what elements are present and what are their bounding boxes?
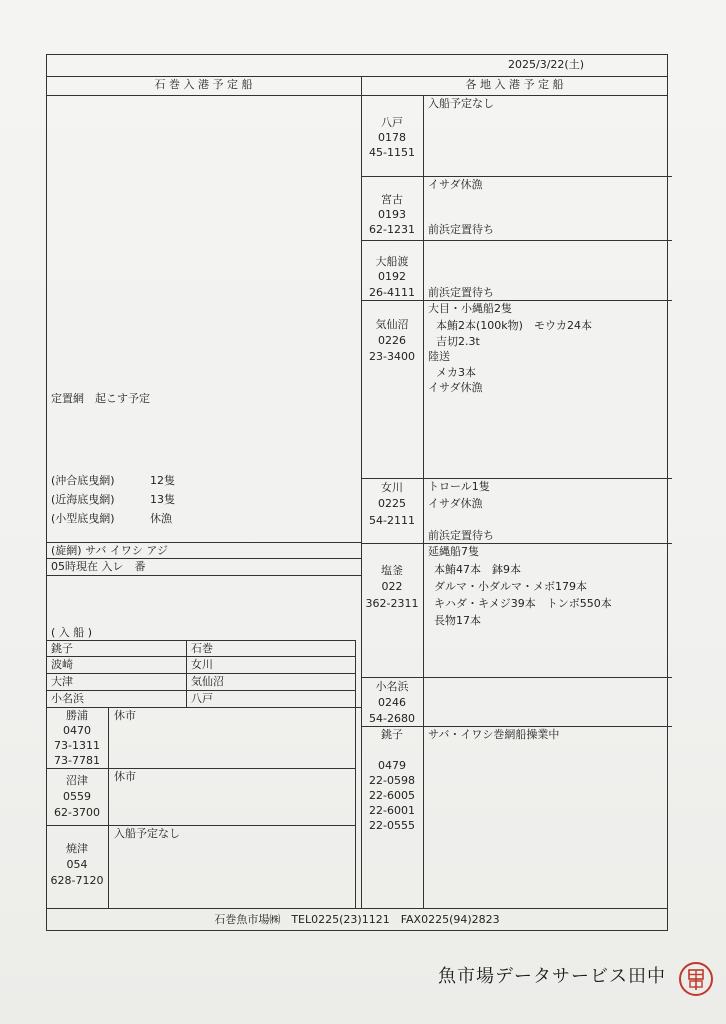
trawl-label: (近海底曳網): [51, 493, 115, 506]
port-note: ダルマ・小ダルマ・メボ179本: [434, 580, 587, 593]
row-divider: [361, 478, 672, 479]
row-divider: [46, 690, 356, 691]
frame-bottom: [46, 930, 668, 931]
market-contact: 石巻魚市場㈱ TEL0225(23)1121 FAX0225(94)2823: [214, 913, 500, 926]
trawl-label: (沖合底曳網): [51, 474, 115, 487]
port-phone: 73-1311: [54, 739, 100, 752]
nyusen-left: 大津: [51, 675, 73, 688]
footer-divider: [46, 908, 668, 909]
port-note: 休市: [114, 770, 136, 783]
header-divider: [46, 76, 668, 77]
col-divider: [423, 95, 424, 908]
port-note: イサダ休漁: [428, 381, 483, 394]
port-phone: 22-6001: [369, 804, 415, 817]
port-phone: 54-2111: [369, 514, 415, 527]
port-note: 前浜定置待ち: [428, 286, 494, 299]
nyusen-right: 八戸: [191, 692, 213, 705]
row-divider: [361, 726, 672, 727]
trawl-value: 休漁: [150, 512, 172, 525]
row-divider: [361, 176, 672, 177]
row-divider: [361, 677, 672, 678]
port-phone: 23-3400: [369, 350, 415, 363]
port-name: 塩釜: [381, 564, 403, 577]
port-note: イサダ休漁: [428, 497, 483, 510]
row-divider: [46, 825, 356, 826]
frame-top: [46, 54, 668, 55]
port-note: 延縄船7隻: [428, 545, 479, 558]
nyusen-left: 小名浜: [51, 692, 84, 705]
port-phone: 628-7120: [50, 874, 104, 887]
port-phone: 0192: [378, 270, 406, 283]
hanko-stamp: [679, 962, 713, 996]
port-phone: 62-1231: [369, 223, 415, 236]
row-divider: [46, 673, 356, 674]
port-name: 八戸: [381, 116, 403, 129]
port-phone: 0225: [378, 497, 406, 510]
port-note: 本鮪2本(100k物) モウカ24本: [436, 319, 592, 332]
trawl-value: 12隻: [150, 474, 175, 487]
port-name: 沼津: [66, 774, 88, 787]
row-divider: [361, 240, 672, 241]
port-phone: 73-7781: [54, 754, 100, 767]
row-divider: [361, 300, 672, 301]
port-phone: 62-3700: [54, 806, 100, 819]
port-note: 大目・小縄船2隻: [428, 302, 512, 315]
nyusen-right: 気仙沼: [191, 675, 224, 688]
row-divider: [46, 707, 361, 708]
port-phone: 0193: [378, 208, 406, 221]
port-name: 小名浜: [375, 680, 409, 693]
title-divider: [46, 95, 668, 96]
teichi-note: 定置網 起こす予定: [51, 392, 150, 405]
port-note: 前浜定置待ち: [428, 529, 494, 542]
nyusen-right: 女川: [191, 658, 213, 671]
port-name: 焼津: [66, 842, 88, 855]
col-divider: [186, 640, 187, 707]
port-note: サバ・イワシ巻網船操業中: [428, 728, 560, 741]
port-note: 入船予定なし: [114, 827, 180, 840]
port-name: 勝浦: [66, 709, 88, 722]
row-divider: [46, 640, 356, 641]
nyusen-right: 石巻: [191, 642, 213, 655]
trawl-label: (小型底曳網): [51, 512, 115, 525]
port-phone: 362-2311: [365, 597, 419, 610]
port-note: イサダ休漁: [428, 178, 483, 191]
nyusen-left: 波崎: [51, 658, 73, 671]
col-divider: [355, 640, 356, 908]
port-note: 入船予定なし: [428, 97, 494, 110]
port-note: 前浜定置待ち: [428, 223, 494, 236]
port-note: キハダ・キメジ39本 トンボ550本: [434, 597, 612, 610]
port-note: 吉切2.3t: [436, 335, 480, 348]
senmo-label: (旋網) サバ イワシ アジ: [51, 544, 168, 557]
port-note: 休市: [114, 709, 136, 722]
port-phone: 054: [66, 858, 88, 871]
port-name: 女川: [381, 481, 403, 494]
port-phone: 26-4111: [369, 286, 415, 299]
port-phone: 0226: [378, 334, 406, 347]
port-phone: 0479: [378, 759, 406, 772]
row-divider: [46, 768, 356, 769]
nyusen-label: ( 入 船 ): [51, 626, 93, 639]
row-divider: [361, 543, 672, 544]
report-date: 2025/3/22(土): [508, 58, 584, 71]
port-note: 陸送: [428, 350, 450, 363]
port-phone: 54-2680: [369, 712, 415, 725]
port-phone: 22-6005: [369, 789, 415, 802]
port-phone: 0470: [63, 724, 91, 737]
port-note: トロール1隻: [428, 480, 490, 493]
port-name: 大船渡: [375, 255, 409, 268]
col-divider: [108, 707, 109, 908]
stamp-glyph-icon: [681, 964, 711, 994]
left-section-title: 石 巻 入 港 予 定 船: [154, 78, 253, 91]
port-phone: 45-1151: [369, 146, 415, 159]
port-name: 気仙沼: [375, 318, 409, 331]
port-name: 宮古: [381, 193, 403, 206]
frame-right: [667, 54, 668, 930]
row-divider: [46, 542, 361, 543]
row-divider: [46, 575, 361, 576]
time-status: 05時現在 入レ 番: [51, 560, 146, 573]
nyusen-left: 銚子: [51, 642, 73, 655]
signature: 魚市場データサービス田中: [438, 966, 666, 987]
row-divider: [46, 656, 356, 657]
port-phone: 0178: [378, 131, 406, 144]
row-divider: [46, 558, 361, 559]
right-section-title: 各 地 入 港 予 定 船: [465, 78, 564, 91]
port-phone: 22-0598: [369, 774, 415, 787]
port-phone: 22-0555: [369, 819, 415, 832]
port-note: 本鮪47本 鉢9本: [434, 563, 521, 576]
port-note: メカ3本: [436, 366, 476, 379]
port-note: 長物17本: [434, 614, 481, 627]
port-phone: 0246: [378, 696, 406, 709]
port-name: 銚子: [381, 728, 403, 741]
port-phone: 0559: [63, 790, 91, 803]
trawl-value: 13隻: [150, 493, 175, 506]
port-phone: 022: [381, 580, 403, 593]
